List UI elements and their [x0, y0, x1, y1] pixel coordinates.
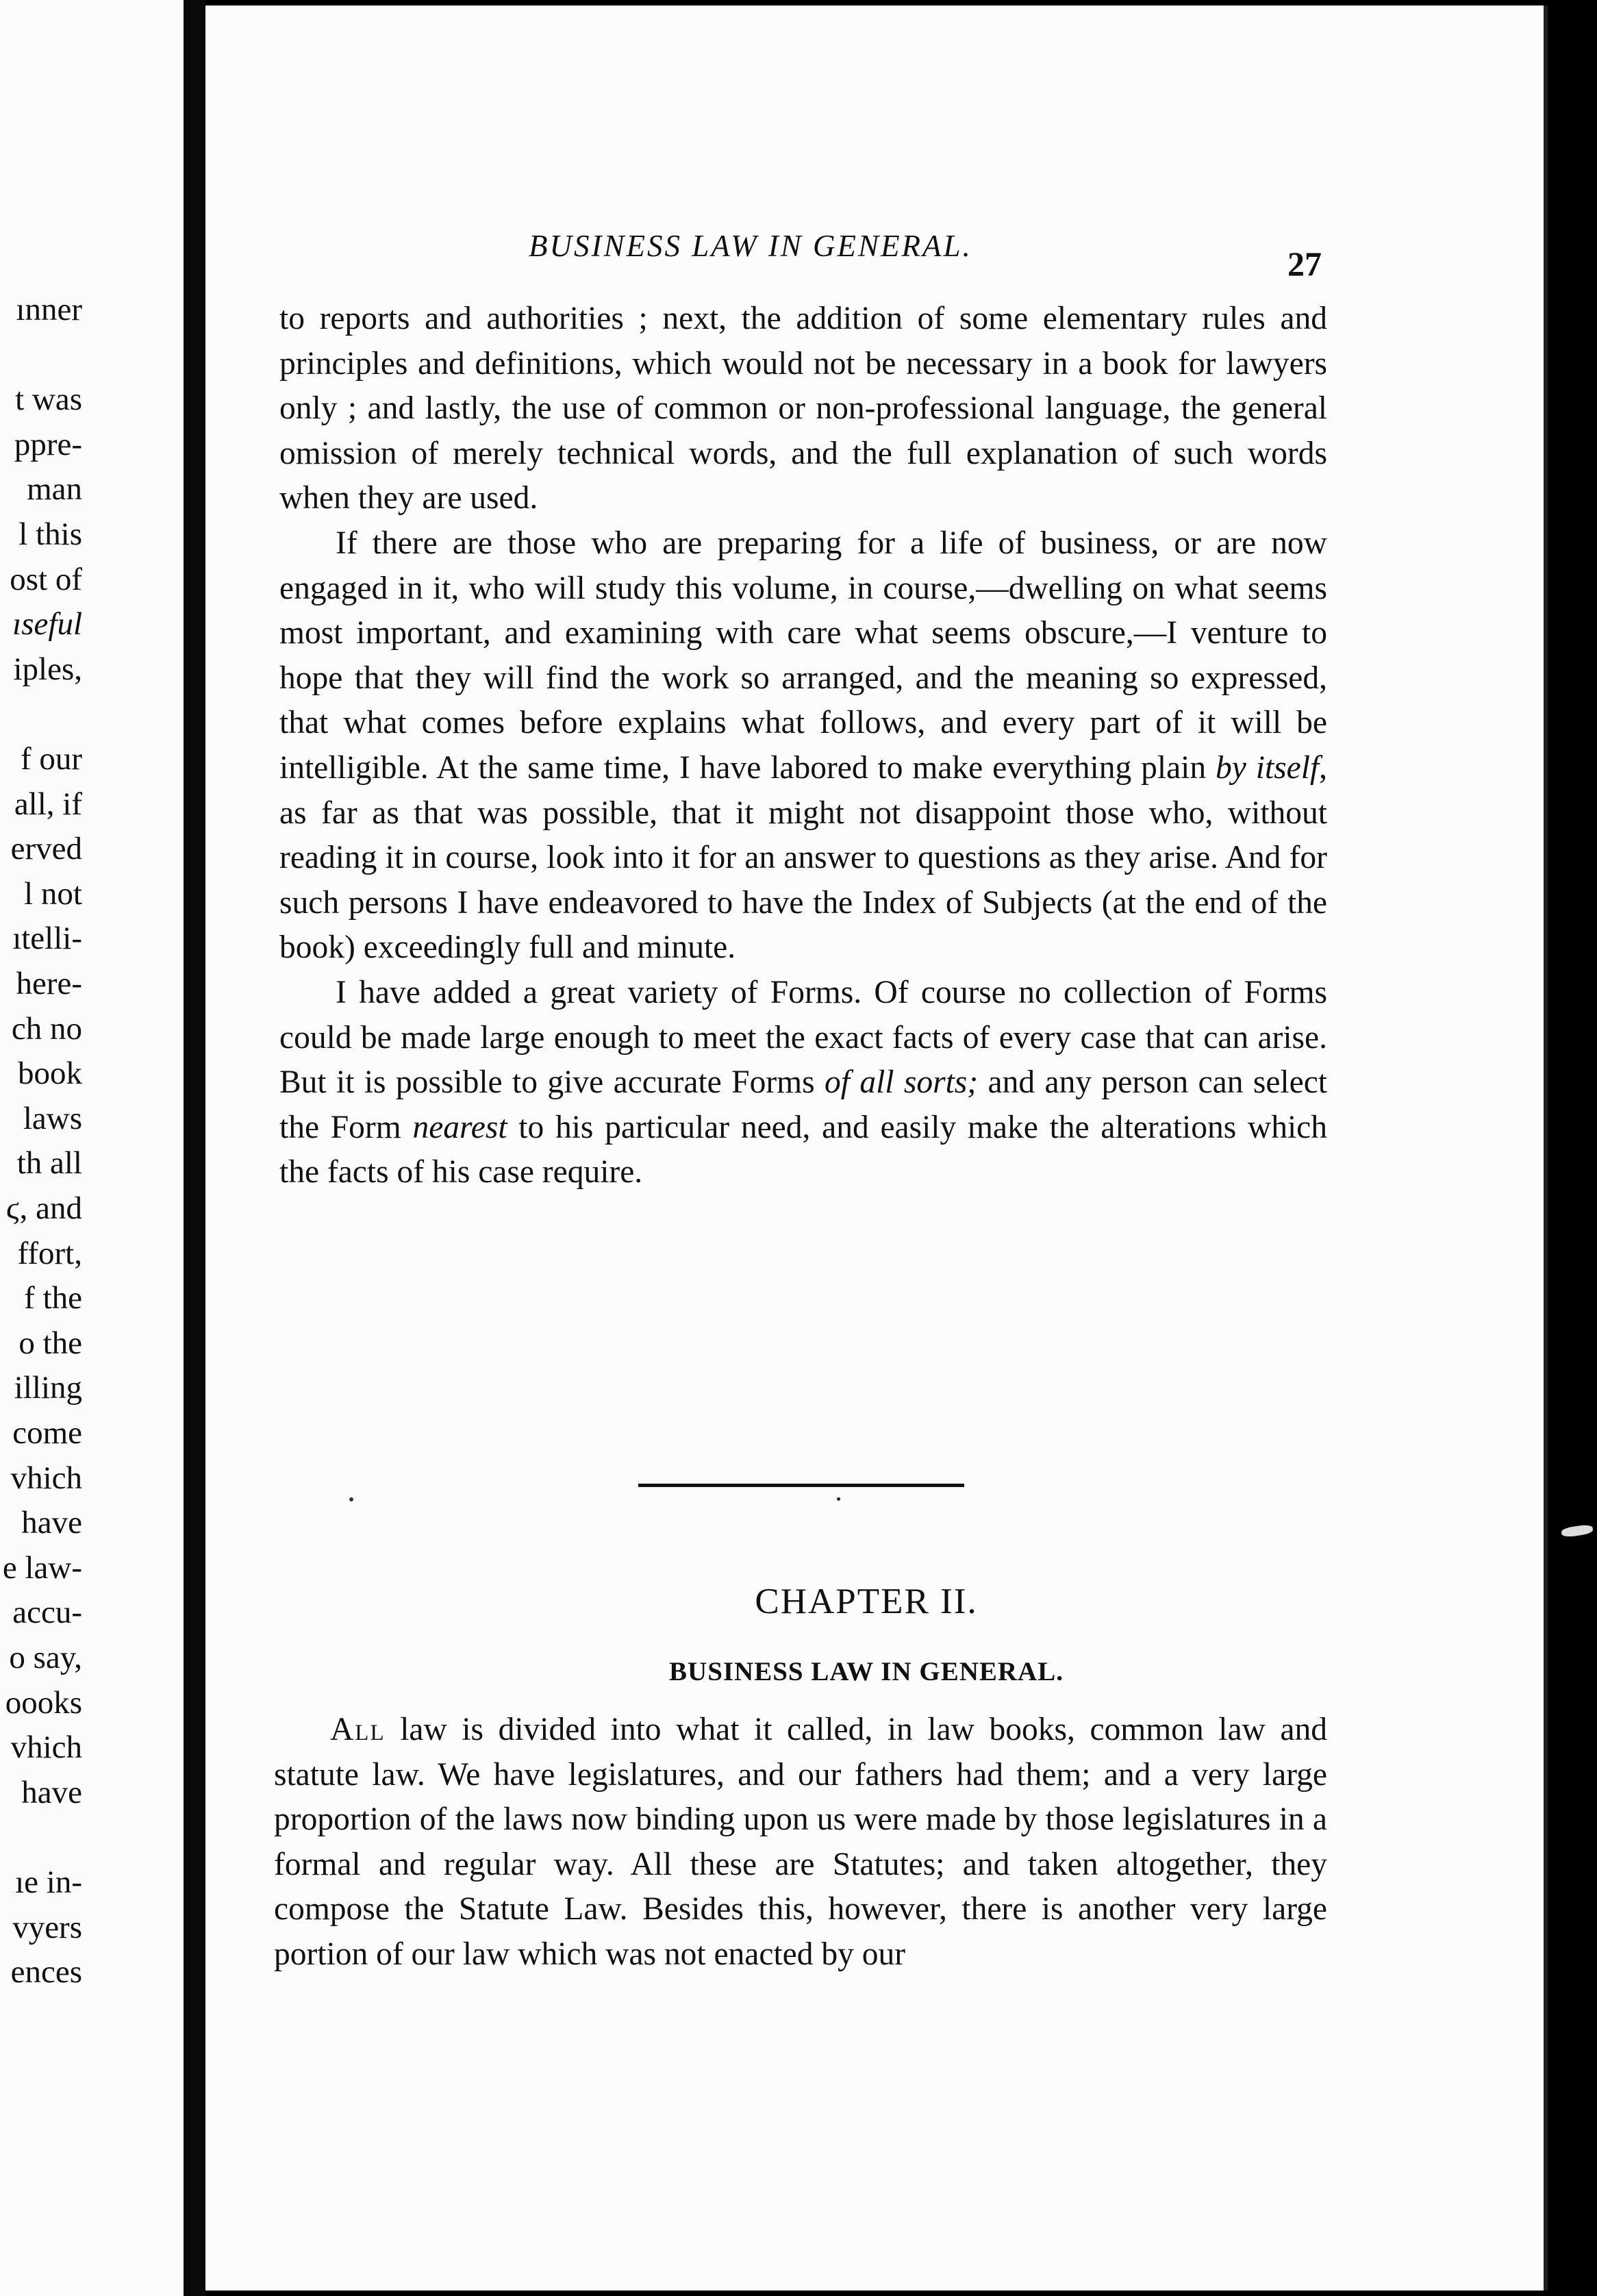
left-page-line-fragment: ınner [16, 292, 82, 327]
left-page-line-fragment: l this [18, 516, 82, 552]
left-page-line-fragment: have [21, 1505, 82, 1541]
left-page-line-fragment: t was [15, 382, 82, 418]
paragraph-2-text-b: , as far as that was possible, that it might not disappoint those who, without reading it in course, look into it for an answer to questions as they arise. And for such persons I have endeavored to have the Index of Subjects (at the end of the book) exceedingly full and minute. [279, 749, 1327, 966]
left-page-line-fragment: ppre- [14, 426, 82, 462]
section-divider-rule [638, 1484, 964, 1487]
running-head: BUSINESS LAW IN GENERAL. [529, 229, 972, 263]
left-page-line-fragment: th all [16, 1145, 82, 1182]
left-page-line-fragment: laws [23, 1100, 82, 1136]
paragraph-3-text-c: to his particular need, and easily make the alterations which the facts of his case require. [279, 1109, 1328, 1190]
left-page-line-fragment: o the [18, 1325, 82, 1361]
emphasis-nearest: nearest [412, 1109, 507, 1145]
left-page-line-fragment: oooks [5, 1684, 82, 1721]
page-27 [205, 5, 1548, 2291]
chapter-subtitle: BUSINESS LAW IN GENERAL. [669, 1657, 1064, 1686]
left-page-line-fragment: ost of [10, 561, 82, 597]
chapter-body-text [274, 1708, 1327, 1977]
left-page-line-fragment: come [12, 1415, 82, 1451]
chapter-paragraph-1-text: law is divided into what it called, in law books, common law and statute law. We have legislatures, and our fathers had them; and a very large proportion of the laws now binding upon us were made by those legislatures in a formal and regular way. All these are Statutes; and taken altogether, they compose the Statute Law. Besides this, however, there is another very large portion of our law which was not enacted by our [274, 1712, 1327, 1972]
left-page-line-fragment: ences [10, 1954, 82, 1991]
chapter-paragraph-1 [274, 1708, 1327, 1977]
left-page-line-fragment: o say, [9, 1640, 82, 1675]
emphasis-of-all-sorts: of all sorts; [824, 1064, 979, 1101]
left-page-line-fragment: have [21, 1774, 82, 1810]
left-page-line-fragment: book [18, 1056, 82, 1092]
left-page-line-fragment: ıtelli- [12, 921, 82, 957]
left-page-line-fragment: ch no [11, 1010, 82, 1047]
left-page-line-fragment: ϛ, and [5, 1190, 82, 1226]
print-speck [349, 1497, 353, 1501]
emphasis-by-itself: by itself [1216, 749, 1320, 786]
paragraph-2-text-a: If there are those who are preparing for a life of business, or are now engaged in it, who will study this volume, in course,—dwelling on what seems most important, and examining with care what seems obscure,—I venture to hope that they will find the work so arranged, and the meaning so expressed, that what comes before explains what follows, and every part of it will be intelligible. At the same time, I have labored to make everything plain [279, 525, 1327, 786]
left-page-line-fragment: f the [24, 1280, 82, 1317]
left-page-line-fragment: erved [10, 831, 82, 867]
paragraph-1: to reports and authorities ; next, the addition of some elementary rules and principles and definitions, which would not be necessary in a book for lawyers only ; and lastly, the use of common or non-professional language, the general omission of merely technical words, and the full explanation of such words when they are used. [279, 301, 1327, 516]
body-text [279, 297, 1327, 1195]
paragraph-3 [279, 971, 1327, 1195]
left-page-line-fragment: vhich [10, 1460, 82, 1496]
left-page-line-fragment: f our [20, 741, 82, 777]
left-page-line-fragment: ıe in- [15, 1864, 82, 1900]
left-page-line-fragment: ffort, [17, 1235, 82, 1271]
left-page-line-fragment: e law- [2, 1549, 82, 1586]
scan-background-edge [1549, 0, 1597, 2296]
drop-word-all: All [330, 1712, 386, 1747]
page-number: 27 [1287, 245, 1322, 283]
left-page-line-fragment: l not [24, 875, 82, 912]
left-page-line-fragment: ıseful [12, 606, 82, 642]
print-speck [837, 1497, 840, 1501]
left-page-line-fragment: illing [14, 1370, 82, 1406]
left-page-line-fragment: iples, [13, 651, 82, 687]
left-page-line-fragment: man [27, 471, 82, 508]
paragraph-3-text-a: I have added a great variety of Forms. Of course no collection of Forms could be made large enough to meet the exact facts of every case that can arise. But it is possible to give accurate Forms [279, 974, 1327, 1101]
book-gutter [184, 0, 205, 2296]
paragraph-3-text-b: and any person can select the Form [279, 1064, 1327, 1145]
left-page-line-fragment: vhich [10, 1730, 82, 1766]
left-page-line-fragment: vyers [12, 1909, 82, 1945]
paragraph-2 [279, 521, 1327, 971]
chapter-title: CHAPTER II. [755, 1582, 978, 1621]
left-facing-page [0, 0, 184, 2296]
left-page-line-fragment: accu- [12, 1595, 82, 1631]
left-page-line-fragment: here- [16, 966, 82, 1001]
left-page-line-fragment: all, if [14, 786, 82, 822]
